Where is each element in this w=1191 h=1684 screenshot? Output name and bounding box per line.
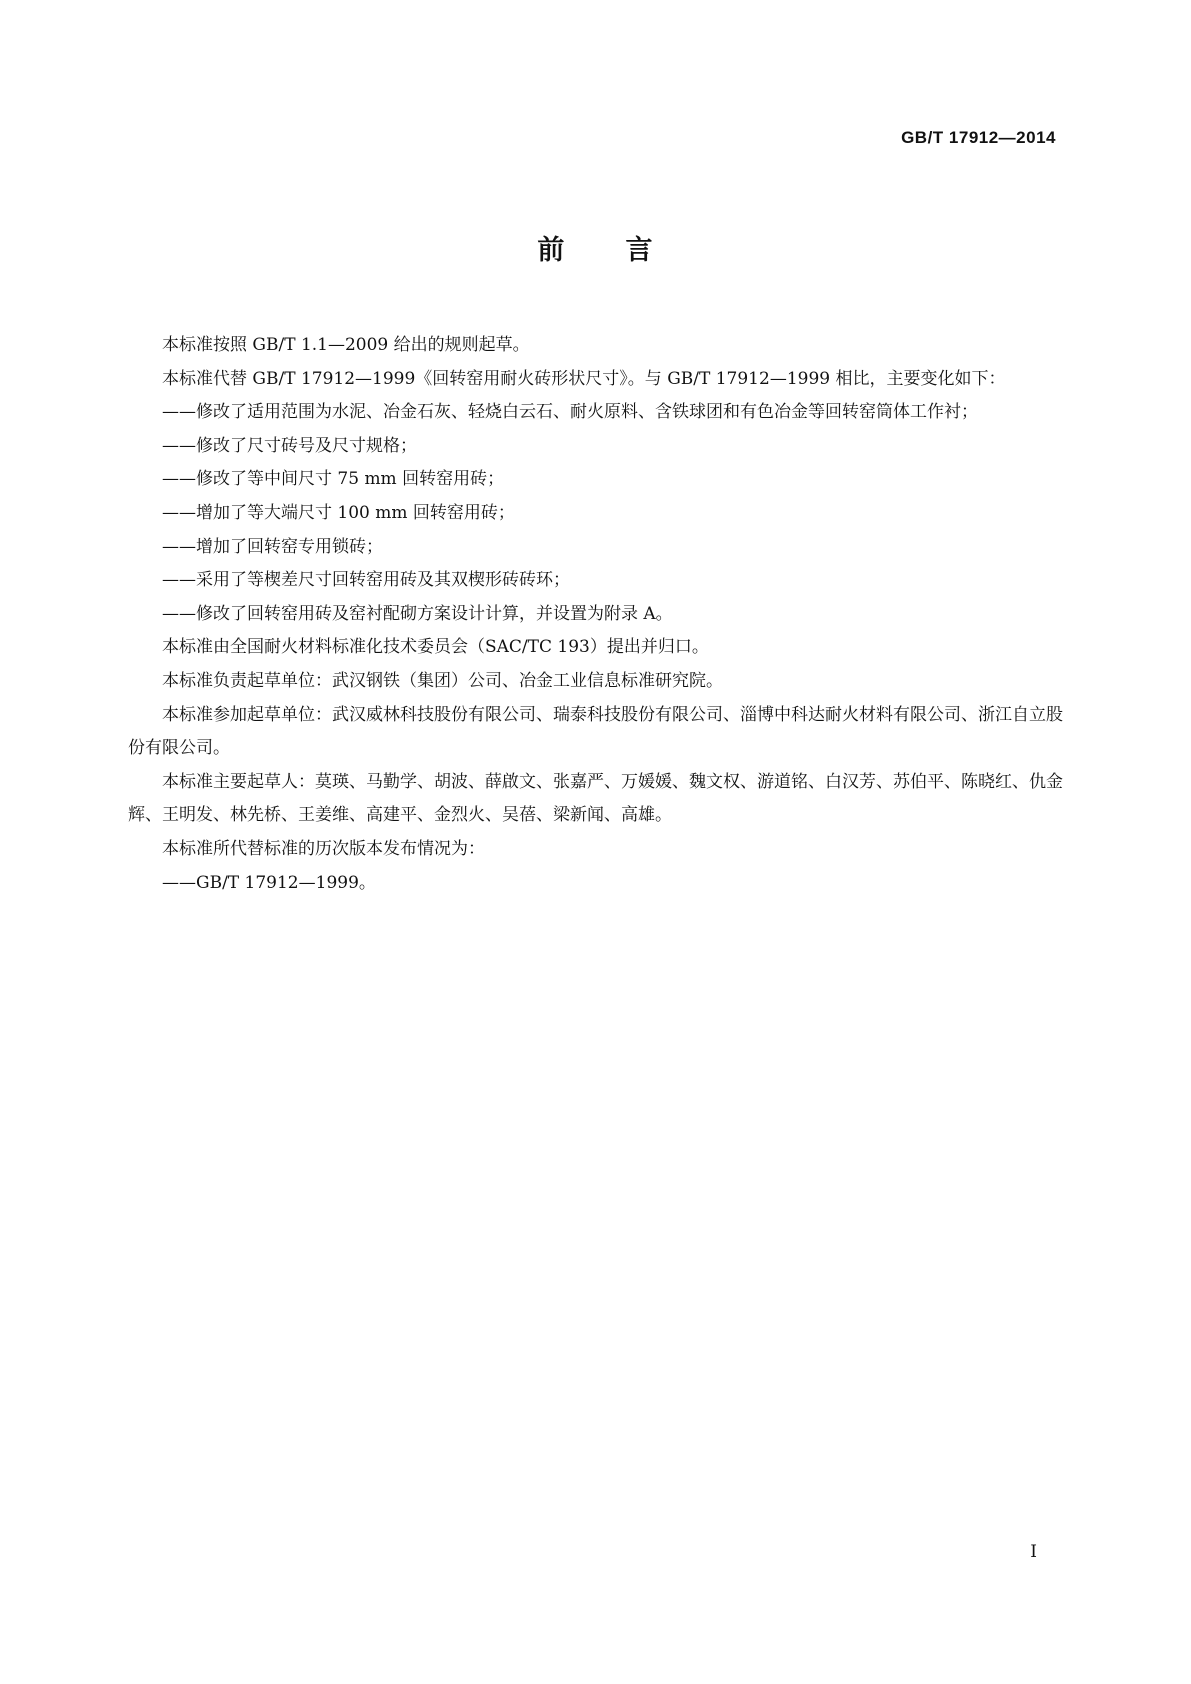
paragraph-drafting-rules: 本标准按照 GB/T 1.1—2009 给出的规则起草。 xyxy=(162,335,530,355)
history-item: ——GB/T 17912—1999。 xyxy=(162,872,376,893)
paragraph-responsible-units: 本标准负责起草单位：武汉钢铁（集团）公司、冶金工业信息标准研究院。 xyxy=(162,670,723,691)
paragraph-proposer: 本标准由全国耐火材料标准化技术委员会（SAC/TC 193）提出并归口。 xyxy=(162,637,709,658)
title-char-2: 言 xyxy=(625,235,654,266)
paragraph-replacement: 本标准代替 GB/T 17912—1999《回转窑用耐火砖形状尺寸》。与 GB/T 17912—1999 相比，主要变化如下： xyxy=(162,368,1006,389)
standard-code: GB/T 17912—2014 xyxy=(901,128,1056,147)
change-item: ——修改了回转窑用砖及窑衬配砌方案设计计算，并设置为附录 A。 xyxy=(162,603,673,624)
paragraph-drafters: 本标准主要起草人：莫瑛、马勤学、胡波、薛啟文、张嘉严、万媛媛、魏文权、游道铭、白汉芳、苏伯平、陈晓红、仇金辉、王明发、林先桥、王姜维、高建平、金烈火、吴蓓、梁新闻、高雄。 xyxy=(128,771,1063,826)
change-item: ——增加了等大端尺寸 100 mm 回转窑用砖； xyxy=(162,502,515,523)
change-item: ——增加了回转窑专用锁砖； xyxy=(162,536,383,557)
change-item: ——修改了等中间尺寸 75 mm 回转窑用砖； xyxy=(162,469,505,490)
title-char-1: 前 xyxy=(537,235,566,266)
page-title xyxy=(0,228,1191,267)
foreword-body xyxy=(128,329,1063,900)
change-item: ——修改了尺寸砖号及尺寸规格； xyxy=(162,435,417,456)
page-number: I xyxy=(1030,1542,1037,1562)
paragraph-participating-units: 本标准参加起草单位：武汉威林科技股份有限公司、瑞泰科技股份有限公司、淄博中科达耐火材料有限公司、浙江自立股份有限公司。 xyxy=(128,704,1063,759)
paragraph-history-intro: 本标准所代替标准的历次版本发布情况为： xyxy=(162,838,485,859)
change-item: ——修改了适用范围为水泥、冶金石灰、轻烧白云石、耐火原料、含铁球团和有色冶金等回转窑筒体工作衬； xyxy=(162,402,978,423)
change-item: ——采用了等楔差尺寸回转窑用砖及其双楔形砖砖环； xyxy=(162,570,570,591)
